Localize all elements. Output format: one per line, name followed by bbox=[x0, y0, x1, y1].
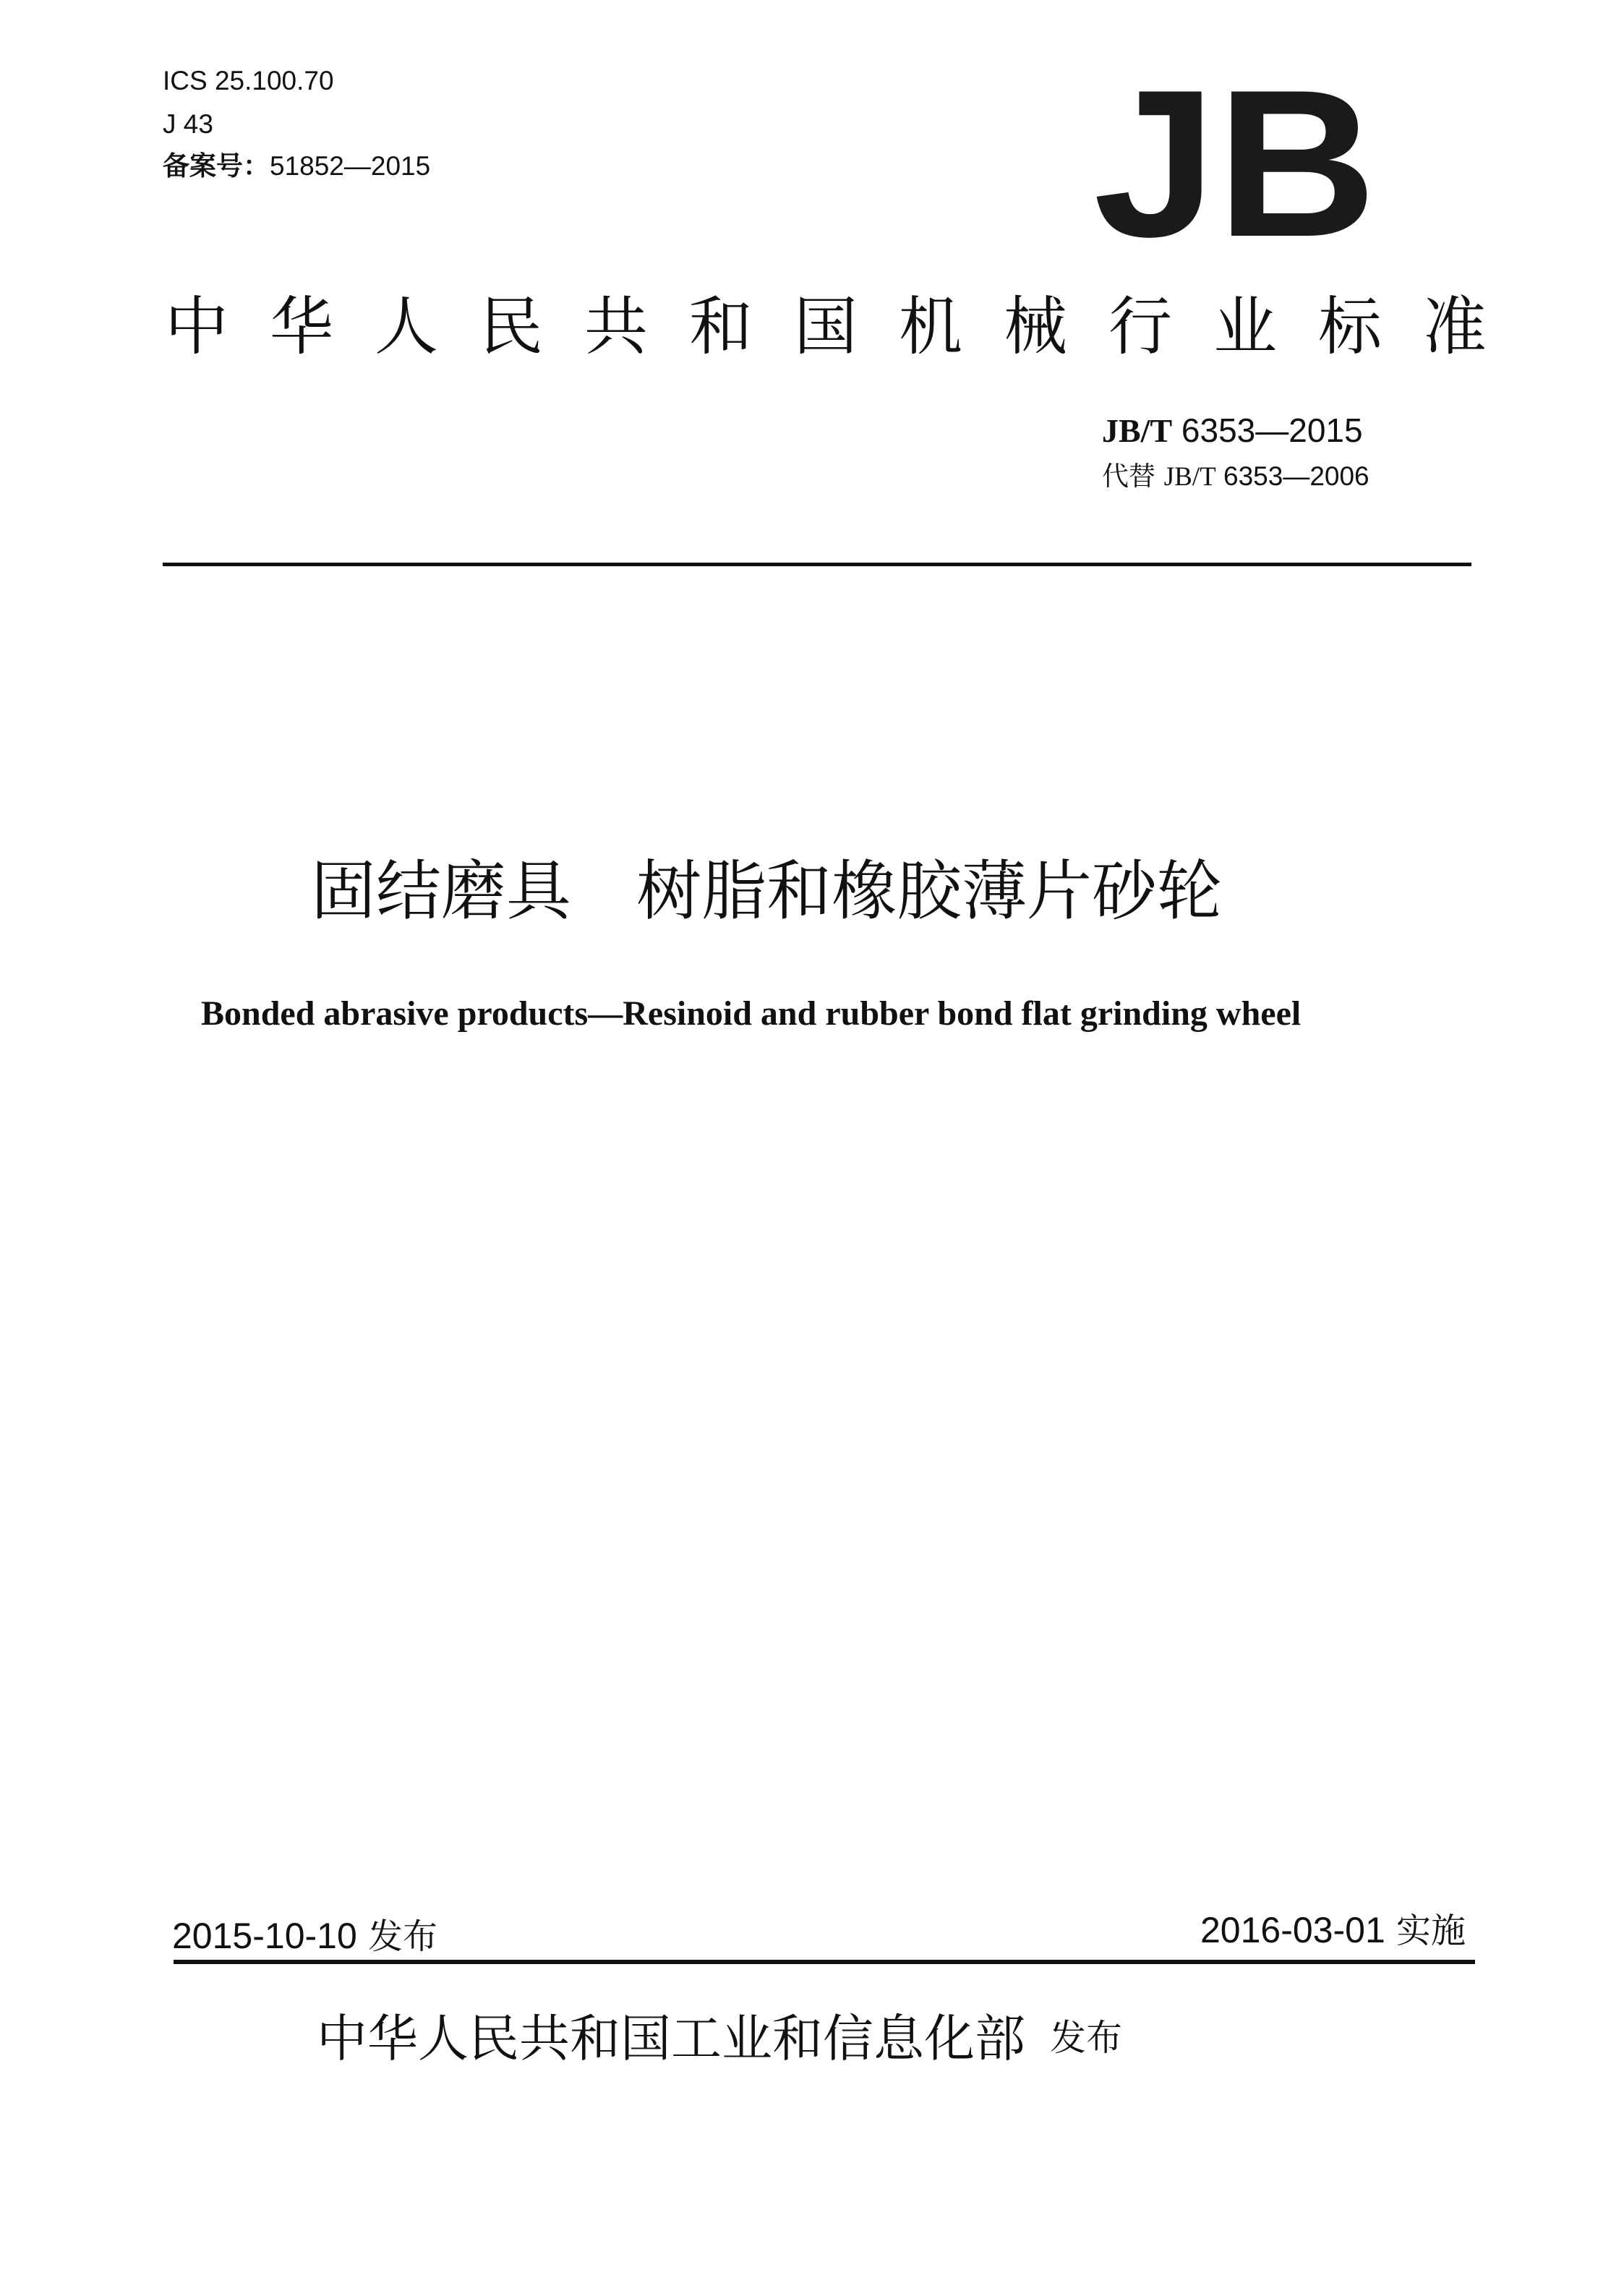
implementation-date-value: 2016-03-01 bbox=[1200, 1910, 1385, 1950]
standard-number-value: 6353—2015 bbox=[1172, 411, 1363, 449]
bottom-divider bbox=[174, 1960, 1475, 1964]
ics-code-text: ICS 25.100.70 bbox=[163, 66, 334, 95]
standard-number-prefix: JB/T bbox=[1102, 412, 1173, 449]
issuing-authority-name: 中华人民共和国工业和信息化部 bbox=[317, 2009, 1025, 2068]
classification-code bbox=[163, 111, 213, 137]
logo-text: JB bbox=[1093, 78, 1377, 244]
document-title-en: Bonded abrasive products—Resinoid and rubber bond flat grinding wheel bbox=[201, 994, 1302, 1033]
replaces-standard bbox=[1102, 463, 1369, 490]
implementation-date bbox=[1200, 1910, 1466, 1951]
issue-date bbox=[172, 1916, 438, 1957]
top-divider bbox=[163, 563, 1471, 566]
filing-number bbox=[163, 150, 431, 182]
industry-standard-title: 中华人民共和国机械行业标准 bbox=[165, 289, 1529, 364]
ics-code bbox=[163, 67, 334, 94]
issue-date-value: 2015-10-10 bbox=[172, 1916, 357, 1956]
replaces-label: 代替 bbox=[1102, 461, 1164, 492]
document-title-zh: 固结磨具 树脂和橡胶薄片砂轮 bbox=[311, 853, 1222, 929]
jb-standard-logo-icon bbox=[1092, 78, 1381, 244]
issuing-authority-suffix: 发布 bbox=[1050, 2017, 1122, 2059]
replaces-ref: JB/T bbox=[1163, 462, 1216, 492]
filing-number-label: 备案号： bbox=[163, 150, 270, 182]
standard-number bbox=[1102, 411, 1363, 449]
replaces-number: 6353—2006 bbox=[1215, 461, 1369, 491]
issuing-authority bbox=[317, 2009, 1122, 2068]
implementation-date-suffix: 实施 bbox=[1385, 1911, 1466, 1951]
filing-number-value: 51852—2015 bbox=[270, 151, 431, 181]
issue-date-suffix: 发布 bbox=[356, 1916, 438, 1957]
classification-code-text: J 43 bbox=[163, 109, 213, 139]
